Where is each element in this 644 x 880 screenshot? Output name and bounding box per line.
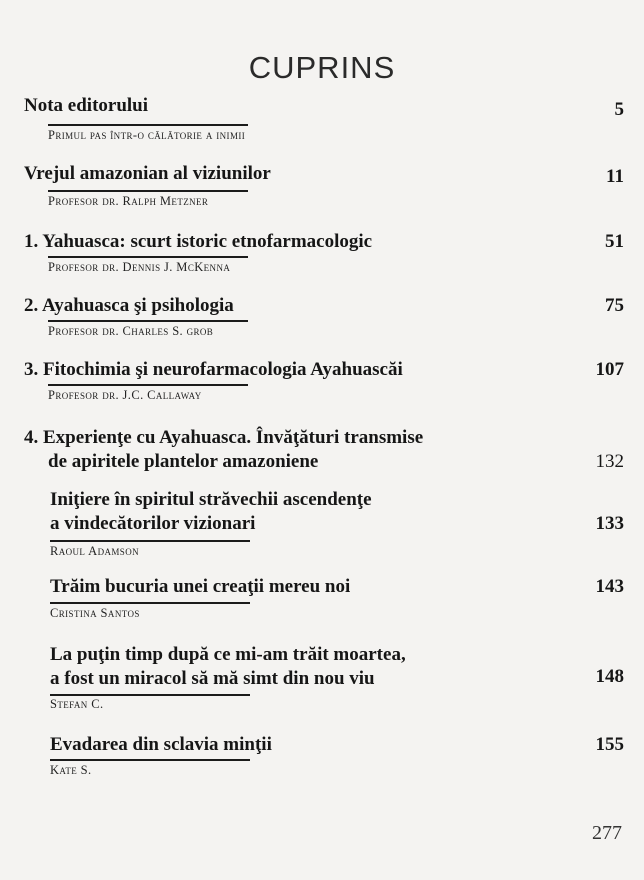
toc-entry-title[interactable]: Trăim bucuria unei creaţii mereu noi bbox=[50, 576, 351, 597]
toc-entry-page[interactable]: 11 bbox=[606, 166, 624, 187]
toc-entry-page[interactable]: 132 bbox=[595, 451, 624, 472]
page-title: CUPRINS bbox=[248, 50, 396, 85]
toc-entry-title[interactable]: Iniţiere în spiritul străvechii ascendenţe bbox=[50, 489, 372, 510]
toc-entry-page[interactable]: 148 bbox=[595, 666, 624, 687]
toc-entry-author: Kate S. bbox=[50, 763, 92, 777]
toc-entry-page[interactable]: 51 bbox=[605, 231, 624, 252]
toc-entry-page[interactable]: 5 bbox=[614, 99, 624, 120]
toc-entry-author: Stefan C. bbox=[50, 697, 104, 711]
toc-entry-author: Profesor dr. Dennis J. McKenna bbox=[48, 260, 231, 274]
page-number: 277 bbox=[592, 822, 622, 844]
toc-entry-page[interactable]: 75 bbox=[605, 295, 624, 316]
toc-entry-page[interactable]: 107 bbox=[595, 359, 624, 380]
title-underline bbox=[50, 540, 250, 542]
toc-entry-title-cont[interactable]: a fost un miracol să mă simt din nou viu bbox=[50, 668, 375, 689]
title-underline bbox=[48, 190, 248, 192]
toc-entry-page[interactable]: 143 bbox=[595, 576, 624, 597]
toc-entry-author: Primul pas într-o călătorie a inimii bbox=[48, 128, 246, 142]
toc-entry-title[interactable]: Vrejul amazonian al viziunilor bbox=[24, 163, 271, 184]
title-underline bbox=[48, 124, 248, 126]
toc-entry-author: Cristina Santos bbox=[50, 606, 140, 620]
toc-entry-title[interactable]: Nota editorului bbox=[24, 95, 149, 116]
toc-entry-page[interactable]: 155 bbox=[595, 734, 624, 755]
title-underline bbox=[48, 256, 248, 258]
title-underline bbox=[48, 320, 248, 322]
toc-entry-author: Profesor dr. Ralph Metzner bbox=[48, 194, 209, 208]
title-underline bbox=[50, 602, 250, 604]
toc-entry-title[interactable]: Evadarea din sclavia minţii bbox=[50, 734, 272, 755]
toc-entry-title[interactable]: 1. Yahuasca: scurt istoric etnofarmacologic bbox=[24, 231, 373, 252]
toc-entry-title-cont[interactable]: a vindecătorilor vizionari bbox=[50, 513, 256, 534]
toc-entry-author: Profesor dr. Charles S. grob bbox=[48, 324, 214, 338]
toc-entry-page[interactable]: 133 bbox=[595, 513, 624, 534]
toc-entry-author: Profesor dr. J.C. Callaway bbox=[48, 388, 202, 402]
toc-entry-title-cont[interactable]: de apiritele plantelor amazoniene bbox=[48, 451, 319, 472]
toc-entry-title[interactable]: La puţin timp după ce mi-am trăit moartea, bbox=[50, 644, 406, 665]
title-underline bbox=[50, 694, 250, 696]
toc-entry-title[interactable]: 4. Experienţe cu Ayahuasca. Învăţături transmise bbox=[24, 427, 424, 448]
title-underline bbox=[48, 384, 248, 386]
toc-entry-author: Raoul Adamson bbox=[50, 544, 140, 558]
title-underline bbox=[50, 759, 250, 761]
toc-entry-title[interactable]: 3. Fitochimia şi neurofarmacologia Ayahuascăi bbox=[24, 359, 403, 380]
toc-entry-title[interactable]: 2. Ayahuasca şi psihologia bbox=[24, 295, 234, 316]
